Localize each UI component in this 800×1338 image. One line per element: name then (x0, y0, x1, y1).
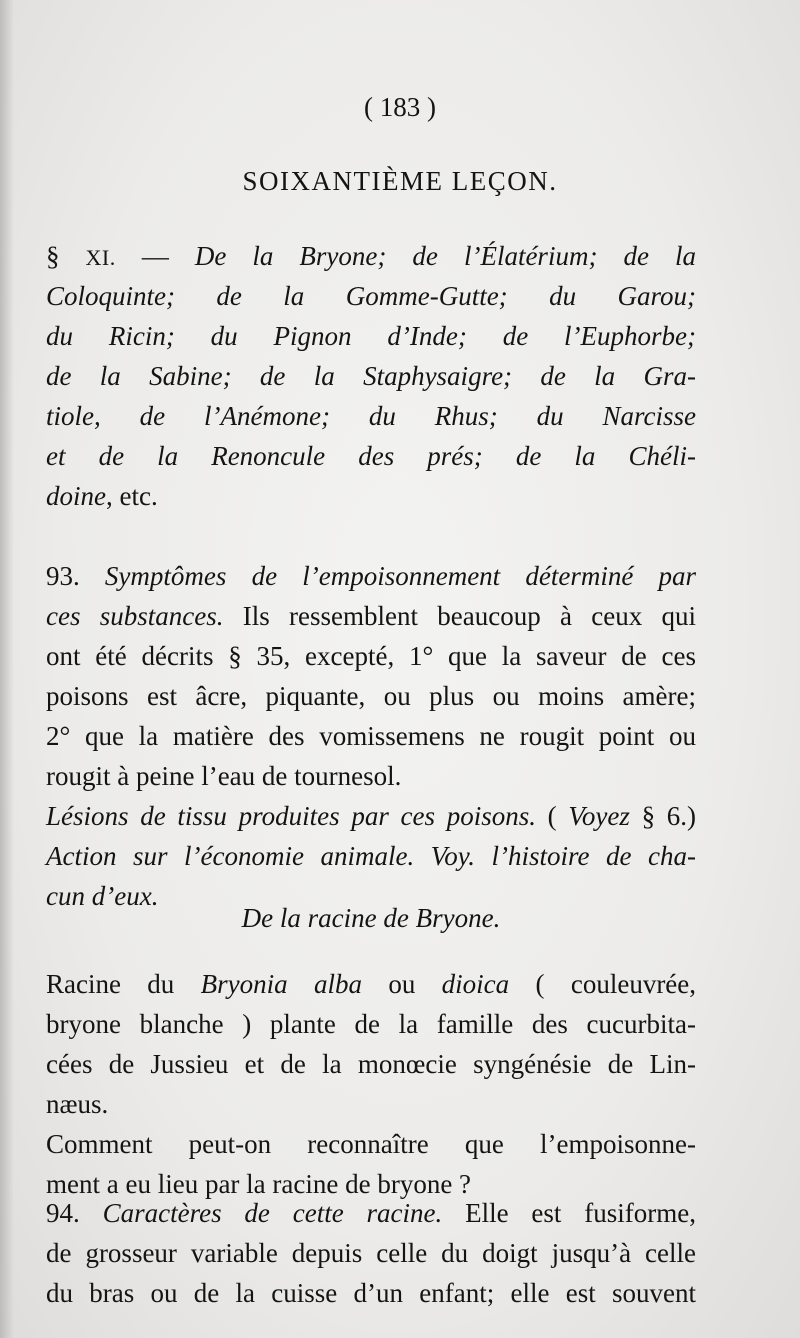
voyez-text: Voyez (568, 801, 630, 831)
para-line: de grosseur variable depuis celle du doigt jusqu’à celle (46, 1238, 696, 1268)
para-line (46, 1193, 696, 1233)
heading-etc: , etc. (106, 481, 158, 511)
para-line: poisons est âcre, piquante, ou plus ou moins amère; (46, 681, 696, 711)
para-line: næus. (46, 1089, 109, 1119)
heading-line: et de la Renoncule des prés; de la Chéli- (46, 441, 696, 471)
para-line: 2° que la matière des vomissemens ne rougit point ou (46, 721, 696, 751)
question-line: ment a eu lieu par la racine de bryone ? (46, 1169, 472, 1199)
lesson-title: SOIXANTIÈME LEÇON. (242, 166, 558, 196)
para-line: ont été décrits § 35, excepté, 1° que la saveur de ces (46, 641, 696, 671)
action-line: Action sur l’économie animale. Voy. l’histoire de cha- (46, 841, 696, 871)
lesions-text: Lésions de tissu produites par ces poisons. (46, 801, 536, 831)
para-text: Ils ressemblent beaucoup à ceux qui (242, 601, 697, 631)
para-line: rougit à peine l’eau de tournesol. (46, 761, 402, 791)
racine-w2: Bryonia alba (200, 969, 362, 999)
lesions-ref: § 6.) (641, 801, 697, 831)
para-line (46, 596, 696, 636)
para-line: bryone blanche ) plante de la famille des cucurbita- (46, 1009, 696, 1039)
heading-line (46, 236, 696, 276)
action-line: cun d’eux. (46, 881, 159, 911)
section-dash: — (141, 241, 169, 271)
paren-open: ( (547, 801, 557, 831)
para-title: Caractères de cette racine. (102, 1198, 443, 1228)
heading-line: tiole, de l’Anémone; du Rhus; du Narcisse (46, 401, 696, 431)
racine-w5: ( couleuvrée, (535, 969, 697, 999)
racine-w4: dioica (441, 969, 510, 999)
section-symbol: § (46, 241, 60, 271)
para-number: 94. (46, 1198, 80, 1228)
para-line: cées de Jussieu et de la monœcie syngénésie de Lin- (46, 1049, 696, 1079)
paragraph-93 (46, 556, 696, 916)
question-line: Comment peut-on reconnaître que l’empoisonne- (46, 1129, 696, 1159)
heading-text: De la Bryone; de l’Élatérium; de la (194, 241, 697, 271)
racine-paragraph (46, 964, 696, 1204)
heading-line (46, 476, 696, 516)
para-line (46, 964, 696, 1004)
heading-line: de la Sabine; de la Staphysaigre; de la Gra- (46, 361, 696, 391)
lesions-line (46, 796, 696, 836)
paragraph-94 (46, 1193, 696, 1313)
para-title: Symptômes de l’empoisonnement déterminé par (104, 561, 696, 591)
subheading-block (46, 898, 696, 938)
subheading: De la racine de Bryone. (241, 903, 501, 933)
para-line: du bras ou de la cuisse d’un enfant; elle est souvent (46, 1278, 696, 1308)
racine-w3: ou (388, 969, 416, 999)
heading-last-word: doine (46, 481, 106, 511)
section-heading (46, 236, 696, 516)
section-number: XI. (85, 245, 116, 270)
para-title-end: ces substances. (46, 601, 224, 631)
racine-w1: Racine du (46, 969, 175, 999)
para-number: 93. (46, 561, 80, 591)
heading-line: du Ricin; du Pignon d’Inde; de l’Euphorbe; (46, 321, 696, 351)
heading-line: Coloquinte; de la Gomme-Gutte; du Garou; (46, 281, 696, 311)
para-line (46, 556, 696, 596)
page-number: ( 183 ) (364, 92, 436, 122)
para-text: Elle est fusiforme, (465, 1198, 696, 1228)
